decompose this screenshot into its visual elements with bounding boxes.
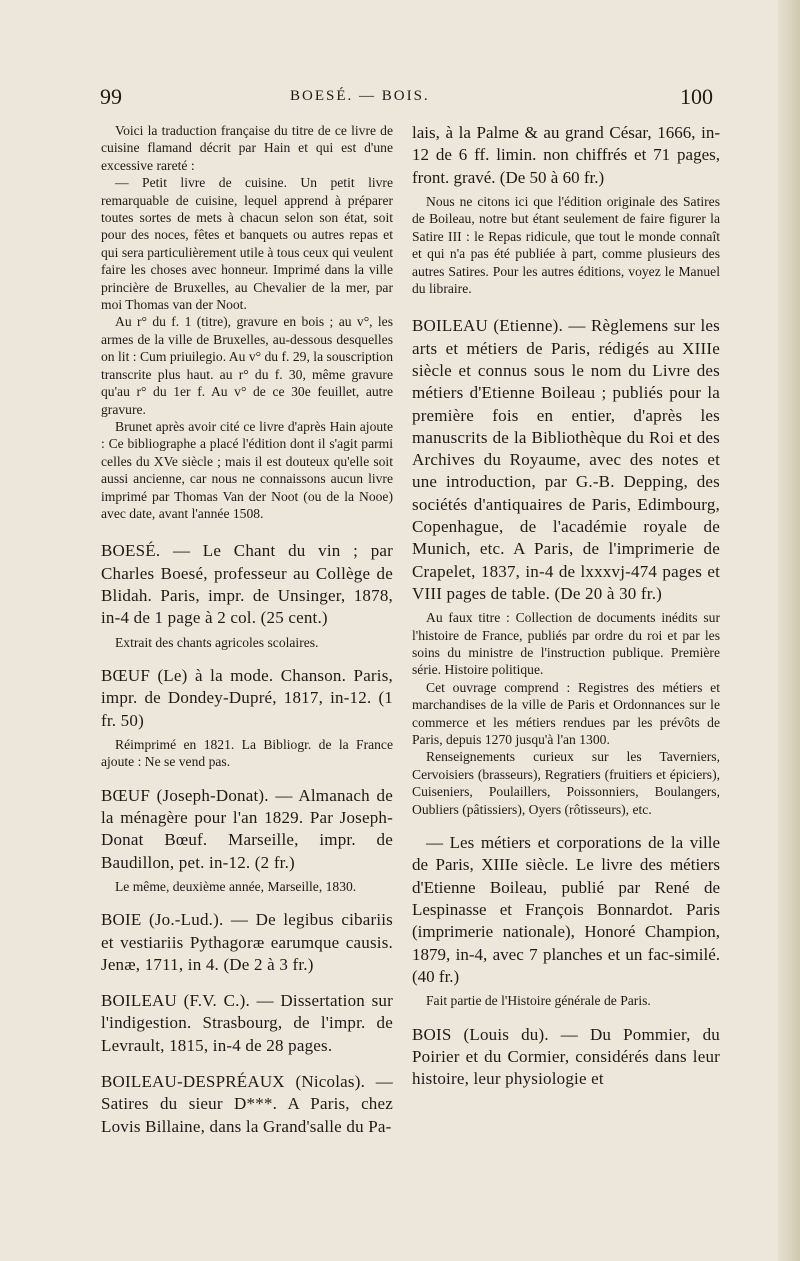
note-ouvrage: Cet ouvrage comprend : Registres des métiers et marchandises de la ville de Paris et Ordonnances sur le commerce et les métiers rendues par les prévôts de Paris, depuis 1270 jusqu'à l'an 1300. <box>412 679 720 748</box>
note-histoire-generale: Fait partie de l'Histoire générale de Paris. <box>426 993 651 1009</box>
note-satires: Nous ne citons ici que l'édition originale des Satires de Boileau, notre but étant seulement de faire figurer la Satire III : le Repas ridicule, que tout le monde connaît et qui n'a pas été publiée à part, comme plusieurs des autres Satires. Pour les autres éditions, voyez le Manuel du libraire. <box>412 193 720 296</box>
left-column <box>101 122 393 1138</box>
entry-boese: BOESÉ. — Le Chant du vin ; par Charles Boesé, professeur au Collège de Blidah. Paris, impr. de Unsinger, 1878, in-4 de 1 page à 2 col. (25 cent.) <box>101 541 393 628</box>
paragraph-description: Au r° du f. 1 (titre), gravure en bois ; au v°, les armes de la ville de Bruxelles, au-dessous desquelles on lit : Cum priuilegio. Au v° du f. 29, la souscription transcrite plus haut. au r° du f. 30, même gravure qu'au r° du 1er f. Au v° de ce 30e feuillet, autre gravure. <box>101 314 393 417</box>
entry-boie: BOIE (Jo.-Lud.). — De legibus cibariis et vestiariis Pythagoræ earumque causis. Jenæ, 1711, in 4. (De 2 à 3 fr.) <box>101 910 393 974</box>
page-number-left: 99 <box>100 84 122 109</box>
page-header <box>0 80 800 116</box>
page-edge <box>778 0 800 1261</box>
entry-boileau-despreaux: BOILEAU-DESPRÉAUX (Nicolas). — Satires du sieur D***. A Paris, chez Lovis Billaine, dans la Grand'salle du Pa- <box>101 1072 393 1136</box>
right-column <box>412 122 720 1090</box>
paragraph-translation-intro: Voici la traduction française du titre de ce livre de cuisine flamand décrit par Hain et qui est d'une excessive rareté : <box>101 123 393 173</box>
note-boeuf-joseph: Le même, deuxième année, Marseille, 1830. <box>115 878 357 894</box>
paragraph-brunet: Brunet après avoir cité ce livre d'après Hain ajoute : Ce bibliographe a placé l'édition dont il s'agit parmi celles du XVe siècle ; mais il est douteux qu'elle soit aussi ancienne, car nous ne connaissons aucun livre imprimé par Thomas Van der Noot (ou de la Nooe) avec date, avant l'année 1508. <box>101 418 393 521</box>
page-number-right: 100 <box>680 84 713 109</box>
note-renseignements: Renseignements curieux sur les Taverniers, Cervoisiers (brasseurs), Regratiers (fruitiers et épiciers), Cuiseniers, Poulaillers, Poissonniers, Boulangers, Oubliers (pâtissiers), Oyers (rôtisseurs), etc. <box>412 749 720 817</box>
note-boese: Extrait des chants agricoles scolaires. <box>115 634 319 650</box>
entry-boileau-etienne: BOILEAU (Etienne). — Règlemens sur les arts et métiers de Paris, rédigés au XIIIe siècle et connus sous le nom du Livre des métiers d'Etienne Boileau ; publiés pour la première fois en entier, d'après les manuscrits de la Bibliothèque du Roi et des Archives du Royaume, avec des notes et une introduction, par G.-B. Depping, des sociétés d'antiquaires de Paris, Edimbourg, Copenhague, de l'académie royale de Munich, etc. A Paris, de l'imprimerie de Crapelet, 1837, in-4 de lxxxvj-474 pages et VIII pages de table. (De 20 à 30 fr.) <box>412 316 720 603</box>
note-boeuf-chanson: Réimprimé en 1821. La Bibliogr. de la France ajoute : Ne se vend pas. <box>101 736 393 770</box>
paragraph-translation: — Petit livre de cuisine. Un petit livre remarquable de cuisine, lequel apprend à préparer toutes sortes de mets à chacun selon son état, soit pour des noces, fêtes et banquets ou autres repas et qui sera particulièrement utile à tous ceux qui veulent faire les choses avec honneur. Imprimé dans la ville princière de Bruxelles, au Chevalier de la mer, par moi Thomas van der Noot. <box>101 175 393 313</box>
entry-boeuf-chanson: BŒUF (Le) à la mode. Chanson. Paris, impr. de Dondey-Dupré, 1817, in-12. (1 fr. 50) <box>101 665 393 730</box>
entry-boileau-despreaux-continued: lais, à la Palme & au grand César, 1666, in-12 de 6 ff. limin. non chiffrés et 71 pages, front. gravé. (De 50 à 60 fr.) <box>412 123 720 187</box>
note-faux-titre: Au faux titre : Collection de documents inédits sur l'histoire de France, publiés par ordre du roi et par les soins du ministre de l'instruction publique. Première série. Histoire politique. <box>412 610 720 678</box>
running-title: BOESÉ. — BOIS. <box>290 88 430 104</box>
entry-bois-louis: BOIS (Louis du). — Du Pommier, du Poirier et du Cormier, considérés dans leur histoire, leur physiologie et <box>412 1024 720 1089</box>
entry-metiers-corporations: — Les métiers et corporations de la ville de Paris, XIIIe siècle. Le livre des métiers d'Etienne Boileau, publié par René de Lespinasse et François Bonnardot. Paris (imprimerie nationale), Honoré Champion, 1879, in-4, avec 7 planches et un fac-similé. (40 fr.) <box>412 833 720 986</box>
entry-boeuf-joseph: BŒUF (Joseph-Donat). — Almanach de la ménagère pour l'an 1829. Par Joseph-Donat Bœuf. Marseille, impr. de Baudillon, pet. in-12. (2 fr.) <box>101 785 393 872</box>
entry-boileau-fvc: BOILEAU (F.V. C.). — Dissertation sur l'indigestion. Strasbourg, de l'impr. de Levrault, 1815, in-4 de 28 pages. <box>101 991 393 1055</box>
